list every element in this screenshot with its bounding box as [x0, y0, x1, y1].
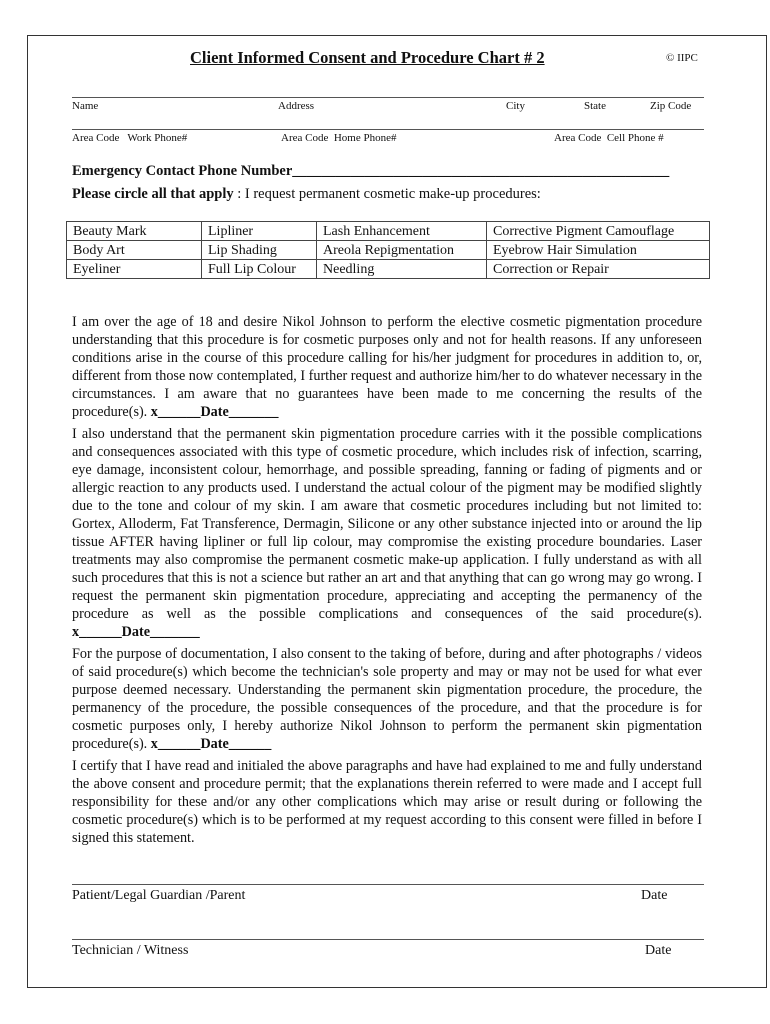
procedure-option[interactable]: Corrective Pigment Camouflage [487, 222, 710, 241]
paragraph-text: For the purpose of documentation, I also consent to the taking of before, during and after photographs / videos of said procedure(s) which become the technician's sole property and may or may not be used for what ever purpose deemed necessary. Understanding the permanent skin pigmentation procedure, the procedure, the permanency of the procedure, the possible consequences of the procedure, and that the procedure is for cosmetic purposes only, I hereby authorize Nikol Johnson to perform the permanent skin pigmentation procedure(s). [72, 646, 702, 752]
patient-date-label: Date [641, 888, 668, 903]
technician-signature-label: Technician / Witness [72, 943, 189, 958]
procedure-option[interactable]: Lash Enhancement [317, 222, 487, 241]
initial-date-field[interactable]: x______Date______ [150, 736, 272, 752]
form-title: Client Informed Consent and Procedure Chart # 2 [190, 48, 545, 67]
initial-date-field[interactable]: x______Date_______ [150, 404, 279, 420]
procedure-option[interactable]: Needling [317, 260, 487, 279]
divider [72, 97, 704, 98]
procedure-option[interactable]: Full Lip Colour [202, 260, 317, 279]
paragraph-text: I also understand that the permanent skin pigmentation procedure carries with it the possible complications and consequences associated with this type of cosmetic procedure, which includes risk of infection, scarring, eye damage, inconsistent colour, hemorrhage, and possible spreading, fanning or fading of pigments and or allergic reaction to any products used. I understand the actual colour of the pigment may be modified slightly due to the tone and colour of my skin. I am aware that cosmetic procedures including but not limited to: Gortex, Alloderm, Fat Transference, Dermagin, Silicone or any other substance injected into or around the lip tissue AFTER having lipliner or full lip colour, may compromise the existing procedure boundaries. Laser treatments may also compromise the permanent cosmetic make-up application. I fully understand as with all such procedures that this is not a science but rather an art and that anything that can go wrong may go wrong. I request the permanent skin pigmentation procedure, appreciating and accepting the permanency of the procedure as well as the possible complications and consequences of the said procedure(s). [72, 426, 702, 622]
city-field-label[interactable]: City [506, 100, 525, 112]
divider [72, 129, 704, 130]
state-field-label[interactable]: State [584, 100, 606, 112]
procedure-option[interactable]: Lip Shading [202, 241, 317, 260]
procedure-option[interactable]: Areola Repigmentation [317, 241, 487, 260]
work-phone-field-label[interactable]: Area Code Work Phone# [72, 132, 188, 144]
paragraph-text: I am over the age of 18 and desire Nikol Johnson to perform the elective cosmetic pigmentation procedure understanding that this procedure is for cosmetic purposes only and not for health reasons. If any unforeseen conditions arise in the course of this procedure calling for his/her judgment for procedures in addition to, or, different from those now contemplated, I further request and authorize him/her to do whatever necessary in the circumstances. I am aware that no guarantees have been made to me concerning the results of the procedure(s). [72, 314, 702, 420]
procedure-option[interactable]: Beauty Mark [67, 222, 202, 241]
circle-instruction [72, 186, 541, 203]
paragraph-text: I certify that I have read and initialed the above paragraphs and have had explained to me and fully understand the above consent and procedure permit; that the explanations therein referred to were made and I accept full responsibility for these and/or any other complications which may arise or result during or following the cosmetic procedure(s) which is to be performed at my request according to this consent were filled in before I signed this statement. [72, 758, 702, 846]
consent-paragraph-3 [72, 645, 702, 753]
consent-paragraph-1 [72, 313, 702, 421]
table-row [67, 260, 710, 279]
address-field-label[interactable]: Address [278, 100, 315, 112]
procedure-option[interactable]: Lipliner [202, 222, 317, 241]
signature-line[interactable] [72, 939, 704, 940]
procedure-option[interactable]: Eyebrow Hair Simulation [487, 241, 710, 260]
consent-paragraph-4 [72, 757, 702, 847]
copyright-notice: © IIPC [666, 52, 698, 64]
zip-field-label[interactable]: Zip Code [650, 100, 692, 112]
table-row [67, 241, 710, 260]
procedure-table [66, 221, 710, 279]
patient-signature-label: Patient/Legal Guardian /Parent [72, 888, 246, 903]
procedure-option[interactable]: Correction or Repair [487, 260, 710, 279]
technician-date-label: Date [645, 943, 672, 958]
initial-date-field[interactable]: x______Date_______ [72, 624, 200, 640]
table-row [67, 222, 710, 241]
consent-body [72, 313, 702, 851]
emergency-contact-field[interactable]: Emergency Contact Phone Number____________________________________________________ [72, 163, 670, 179]
procedure-option[interactable]: Eyeliner [67, 260, 202, 279]
cell-phone-field-label[interactable]: Area Code Cell Phone # [554, 132, 664, 144]
circle-text: : I request permanent cosmetic make-up procedures: [233, 186, 541, 202]
procedure-option[interactable]: Body Art [67, 241, 202, 260]
circle-label: Please circle all that apply [72, 186, 234, 202]
home-phone-field-label[interactable]: Area Code Home Phone# [281, 132, 397, 144]
signature-line[interactable] [72, 884, 704, 885]
name-field-label[interactable]: Name [72, 100, 99, 112]
consent-paragraph-2 [72, 425, 702, 641]
